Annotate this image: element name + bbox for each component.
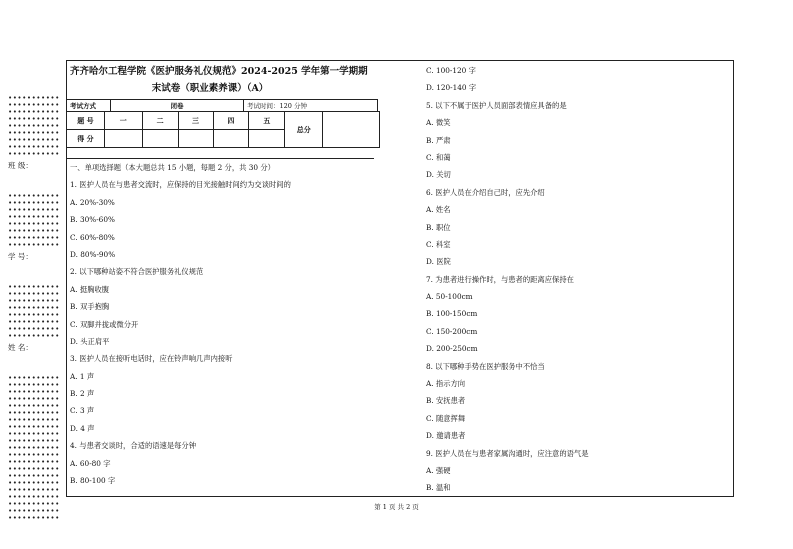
answer-option: B. 安抚患者 [426, 396, 466, 406]
answer-option: A. 50-100cm [426, 292, 473, 302]
class-label: 班 级： [8, 161, 33, 170]
left-question-list [70, 159, 380, 489]
score-column-1: 一 [104, 112, 142, 130]
left-column [70, 62, 380, 489]
answer-option: A. 指示方向 [426, 379, 466, 389]
exam-time: 考试时间：120 分钟 [244, 100, 378, 112]
question-text: 8. 以下哪种手势在医护服务中不恰当 [426, 361, 545, 371]
answer-option: C. 双脚并拢或微分开 [70, 319, 139, 329]
answer-option: B. 30%-60% [70, 215, 115, 225]
score-column-3: 三 [178, 112, 213, 130]
question-text: 3. 医护人员在接听电话时，应在铃声响几声内接听 [70, 354, 233, 364]
answer-option: D. 80%-90% [70, 249, 116, 259]
score-cell [178, 130, 213, 148]
total-score-label: 总分 [285, 112, 323, 148]
answer-option: A. 微笑 [426, 118, 451, 128]
student-id-label: 学 号： [8, 252, 33, 261]
score-cell [142, 130, 178, 148]
answer-option: B. 2 声 [70, 389, 95, 399]
answer-option: C. 和蔼 [426, 152, 451, 162]
answer-option: D. 4 声 [70, 423, 95, 433]
answer-option: D. 医院 [426, 257, 451, 267]
score-cell [104, 130, 142, 148]
answer-option: D. 120-140 字 [426, 83, 477, 93]
answer-option: C. 150-200cm [426, 326, 478, 336]
answer-option: B. 温和 [426, 483, 451, 493]
exam-method-value: 闭卷 [111, 100, 244, 112]
page-number: 第 1 页 共 2 页 [374, 503, 419, 511]
question-text: 1. 医护人员在与患者交流时，应保持的目光接触时间约为交谈时间的 [70, 180, 291, 190]
answer-option: A. 20%-30% [70, 197, 115, 207]
answer-option: B. 80-100 字 [70, 476, 116, 486]
question-text: 5. 以下不属于医护人员面部表情应具备的是 [426, 100, 567, 110]
score-cell [213, 130, 249, 148]
answer-option: A. 60-80 字 [70, 458, 111, 468]
score-column-2: 二 [142, 112, 178, 130]
answer-option: A. 1 声 [70, 371, 95, 381]
answer-option: C. 随意挥舞 [426, 413, 466, 423]
exam-method-label: 考试方式 [67, 100, 111, 112]
question-text: 2. 以下哪种站姿不符合医护服务礼仪规范 [70, 267, 204, 277]
score-table [66, 111, 380, 148]
answer-option: C. 100-120 字 [426, 66, 476, 75]
answer-option: B. 双手抱胸 [70, 302, 110, 312]
question-text: 6. 医护人员在介绍自己时，应先介绍 [426, 187, 545, 197]
answer-option: A. 挺胸收腹 [70, 284, 110, 294]
answer-option: C. 3 声 [70, 406, 95, 416]
total-score-cell [323, 112, 380, 148]
question-text: 9. 医护人员在与患者家属沟通时，应注意的语气是 [426, 448, 589, 458]
question-text: 4. 与患者交谈时，合适的语速是每分钟 [70, 441, 197, 451]
answer-option: B. 严肃 [426, 135, 451, 145]
answer-option: A. 姓名 [426, 205, 451, 215]
score-row-label: 得 分 [67, 130, 105, 148]
answer-option: C. 60%-80% [70, 232, 115, 242]
answer-option: D. 头正肩平 [70, 336, 110, 346]
binding-margin: ••••••••••• ••••••••••• ••••••••••• ••••••••••• ••••••••••• ••••••••••• ••••••••••• ••••••••••• ••••••••••• 班 级： ••••••••••• ••••••••••• ••••••••••• ••••••••••• ••••••••••• ••••••••••• ••••••••••• ••••••••••• 学 号： ••••••••••• ••••••••••• ••••••••••• ••••••••••• ••••••••••• ••••••••••• ••••••••••• ••••••••••• 姓 名： ••••••••••• ••••••••••• ••••••••••• ••••••••••• ••••••••••• ••••••••••• ••••••••••• ••••••••••• ••••••••••• ••••••••••• ••••••••••• ••••••••••• ••••••••••• ••••••••••• ••••••••••• ••••••••••• ••••••••••• ••••••••••• ••••••••••• ••••••••••• ••••••••••• [8, 95, 68, 522]
answer-option: D. 邀请患者 [426, 431, 466, 441]
exam-title-line1: 齐齐哈尔工程学院《医护服务礼仪规范》2024-2025 学年第一学期期 [70, 66, 368, 77]
answer-option: B. 职位 [426, 222, 451, 232]
answer-option: A. 强硬 [426, 465, 451, 475]
answer-option: B. 100-150cm [426, 309, 478, 319]
answer-option: D. 200-250cm [426, 344, 478, 354]
score-column-4: 四 [213, 112, 249, 130]
question-text: 一、单项选择题（本大题总共 15 小题，每题 2 分，共 30 分） [70, 163, 275, 172]
score-column-5: 五 [249, 112, 285, 130]
exam-title-line2: 末试卷（职业素养课）（A） [151, 83, 269, 94]
name-label: 姓 名： [8, 343, 33, 352]
right-column [426, 62, 726, 497]
question-number-label: 题 号 [67, 112, 105, 130]
right-question-list [426, 62, 726, 497]
answer-option: C. 科室 [426, 239, 451, 249]
score-cell [249, 130, 285, 148]
answer-option: D. 关切 [426, 170, 451, 180]
question-text: 7. 为患者进行操作时，与患者的距离应保持在 [426, 274, 574, 284]
